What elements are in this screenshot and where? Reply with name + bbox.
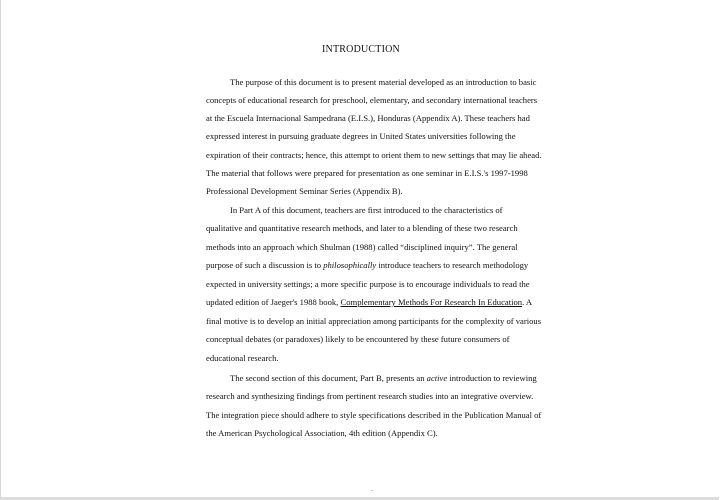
text-line: methods into an approach which Shulman (1988) called “disciplined inquiry”. The general (206, 242, 518, 252)
text-line: at the Escuela Internacional Sampedrana (E.I.S.), Honduras (Appendix A). These teachers had (206, 113, 530, 123)
book-title: Complementary Methods For Research In Education (340, 297, 523, 307)
emphasis-text: philosophically (323, 260, 377, 270)
text-run: . A (522, 297, 533, 307)
text-run: introduction to reviewing (447, 373, 537, 383)
text-line: Professional Development Seminar Series (Appendix B). (206, 186, 403, 196)
text-line: The integration piece should adhere to style specifications described in the Publication Manual of (206, 410, 542, 420)
text-line: In Part A of this document, teachers are first introduced to the characteristics of (230, 205, 503, 215)
text-line: expiration of their contracts; hence, this attempt to orient them to new settings that may lie ahead. (206, 150, 542, 160)
text-line (206, 297, 532, 307)
text-line: expressed interest in pursuing graduate degrees in United States universities following the (206, 131, 516, 141)
text-line: conceptual debates (or paradoxes) likely to be encountered by these future consumers of (206, 334, 510, 344)
text-line: research and synthesizing findings from pertinent research studies into an integrative overview. (206, 391, 534, 401)
text-run: updated edition of Jaeger's 1988 book, (206, 297, 341, 307)
text-line: The purpose of this document is to present material developed as an introduction to basic (230, 77, 537, 87)
text-run: The second section of this document, Part B, presents an (230, 373, 427, 383)
text-line: educational research. (206, 353, 279, 363)
page-title: INTRODUCTION (322, 44, 400, 55)
text-line: concepts of educational research for preschool, elementary, and secondary international teachers (206, 95, 538, 105)
text-line (230, 373, 537, 383)
text-run: introduce teachers to research methodology (376, 260, 529, 270)
text-run: purpose of such a discussion is to (206, 260, 324, 270)
emphasis-text: active (426, 373, 448, 383)
text-line (206, 260, 528, 270)
text-line: The material that follows were prepared for presentation as one seminar in E.I.S.'s 1997-1998 (206, 168, 528, 178)
text-line: qualitative and quantitative research methods, and later to a blending of these two research (206, 223, 518, 233)
page-mark (371, 490, 373, 491)
text-line: expected in university settings; a more specific purpose is to encourage individuals to read the (206, 279, 530, 289)
text-line: final motive is to develop an initial appreciation among participants for the complexity of various (206, 316, 542, 326)
text-line: the American Psychological Association, 4th edition (Appendix C). (206, 428, 438, 438)
